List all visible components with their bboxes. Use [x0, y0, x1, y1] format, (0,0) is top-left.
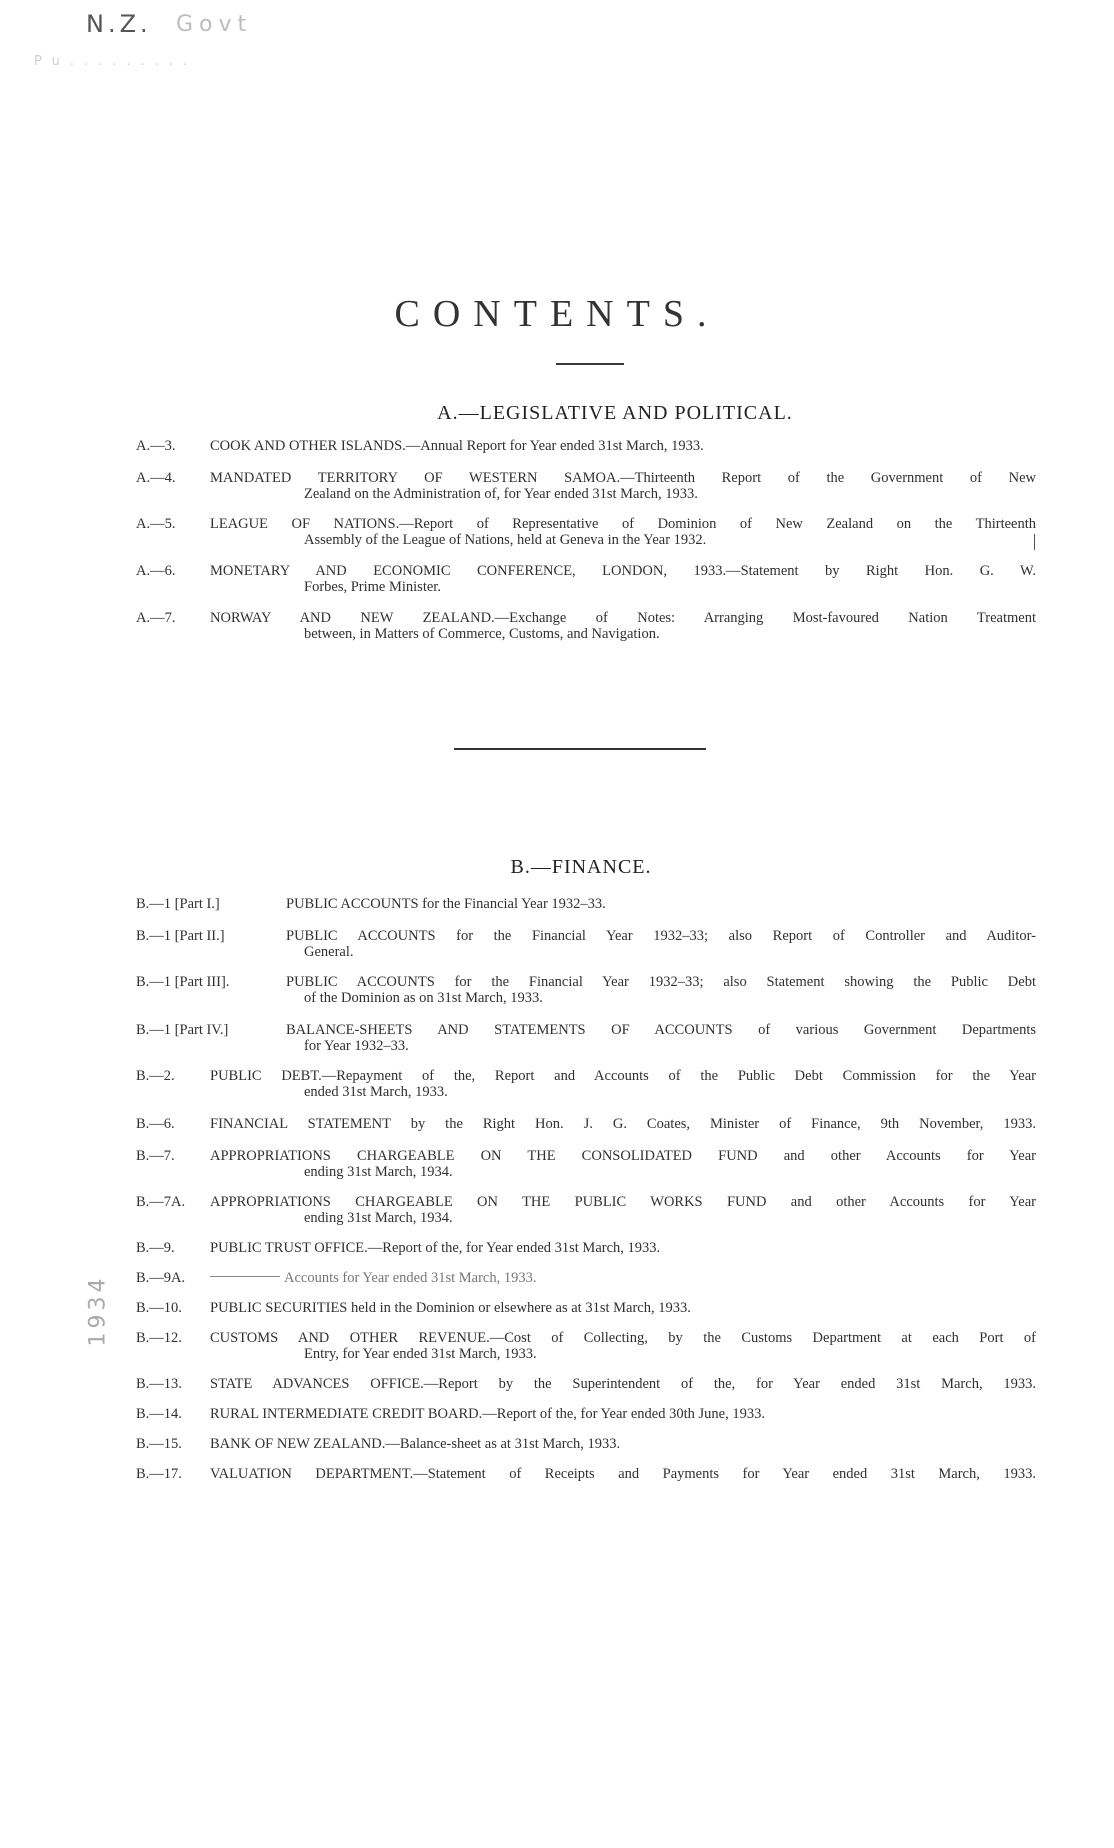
entry-code: B.—1 [Part III].	[136, 974, 230, 990]
entry-text: STATE ADVANCES OFFICE.—Report by the Superintendent of the, for Year ended 31st March, 1933.	[210, 1376, 1036, 1392]
entry-text: FINANCIAL STATEMENT by the Right Hon. J. G. Coates, Minister of Finance, 9th November, 1933.	[210, 1116, 1036, 1132]
handwritten-note: N.Z.	[86, 10, 152, 38]
list-item	[136, 516, 1036, 548]
entry-code: A.—7.	[136, 610, 176, 626]
list-item	[136, 1116, 1036, 1132]
entry-code: B.—15.	[136, 1436, 182, 1452]
entry-code: A.—3.	[136, 438, 176, 454]
entry-code: B.—7.	[136, 1148, 175, 1164]
list-item	[136, 563, 1036, 595]
list-item	[136, 1376, 1036, 1392]
entry-text: APPROPRIATIONS CHARGEABLE ON THE CONSOLIDATED FUND and other Accounts for Year	[210, 1148, 1036, 1164]
handwritten-note-line: Pu.........	[34, 54, 198, 69]
entry-text: APPROPRIATIONS CHARGEABLE ON THE PUBLIC WORKS FUND and other Accounts for Year	[210, 1194, 1036, 1210]
entry-code: A.—6.	[136, 563, 176, 579]
handwritten-note-faint: Govt	[176, 12, 253, 37]
entry-code: B.—1 [Part II.]	[136, 928, 225, 944]
entry-text: RURAL INTERMEDIATE CREDIT BOARD.—Report of the, for Year ended 30th June, 1933.	[210, 1406, 765, 1422]
entry-text: PUBLIC TRUST OFFICE.—Report of the, for Year ended 31st March, 1933.	[210, 1240, 661, 1256]
list-item	[136, 1148, 1036, 1180]
entry-code: A.—5.	[136, 516, 176, 532]
entry-text: PUBLIC ACCOUNTS for the Financial Year 1932–33; also Report of Controller and Auditor-	[286, 928, 1036, 944]
entry-text-continued: ending 31st March, 1934.	[304, 1210, 453, 1226]
margin-stamp: 1934	[85, 1274, 111, 1347]
entry-text-continued: Forbes, Prime Minister.	[304, 579, 441, 595]
list-item	[136, 1068, 1036, 1100]
entry-text-continued: General.	[304, 944, 354, 960]
entry-text-continued: ending 31st March, 1934.	[304, 1164, 453, 1180]
list-item	[136, 1270, 1036, 1286]
entry-text: PUBLIC SECURITIES held in the Dominion or elsewhere as at 31st March, 1933.	[210, 1300, 691, 1316]
entry-code: B.—2.	[136, 1068, 175, 1084]
entry-text: BANK OF NEW ZEALAND.—Balance-sheet as at 31st March, 1933.	[210, 1436, 621, 1452]
entry-code: B.—1 [Part I.]	[136, 896, 220, 912]
entry-text: PUBLIC ACCOUNTS for the Financial Year 1932–33.	[286, 896, 606, 912]
entry-code: B.—17.	[136, 1466, 182, 1482]
entry-code: B.—13.	[136, 1376, 182, 1392]
entry-text-continued: Assembly of the League of Nations, held at Geneva in the Year 1932.	[304, 532, 707, 548]
entry-code: B.—9.	[136, 1240, 175, 1256]
entry-text-continued: Zealand on the Administration of, for Year ended 31st March, 1933.	[304, 486, 698, 502]
list-item	[136, 1330, 1036, 1362]
ditto-rule	[210, 1276, 280, 1277]
entry-text-continued: Entry, for Year ended 31st March, 1933.	[304, 1346, 537, 1362]
list-item	[136, 1466, 1036, 1482]
section-heading-finance: B.—FINANCE.	[510, 856, 652, 878]
entry-code: B.—1 [Part IV.]	[136, 1022, 229, 1038]
list-item	[136, 1300, 1036, 1316]
entry-text: LEAGUE OF NATIONS.—Report of Representative of Dominion of New Zealand on the Thirteenth	[210, 516, 1036, 532]
entry-text: MANDATED TERRITORY OF WESTERN SAMOA.—Thirteenth Report of the Government of New	[210, 470, 1036, 486]
entry-code: B.—6.	[136, 1116, 175, 1132]
list-item	[136, 1240, 1036, 1256]
entry-text: MONETARY AND ECONOMIC CONFERENCE, LONDON, 1933.—Statement by Right Hon. G. W.	[210, 563, 1036, 579]
entry-text-continued: ended 31st March, 1933.	[304, 1084, 448, 1100]
entry-code: B.—14.	[136, 1406, 182, 1422]
entry-text-continued: between, in Matters of Commerce, Customs, and Navigation.	[304, 626, 660, 642]
entry-text: BALANCE-SHEETS AND STATEMENTS OF ACCOUNTS of various Government Departments	[286, 1022, 1036, 1038]
entry-text: Accounts for Year ended 31st March, 1933.	[284, 1270, 537, 1286]
entry-code: B.—10.	[136, 1300, 182, 1316]
list-item	[136, 1194, 1036, 1226]
entry-code: B.—12.	[136, 1330, 182, 1346]
entry-text: PUBLIC ACCOUNTS for the Financial Year 1932–33; also Statement showing the Public Debt	[286, 974, 1036, 990]
entry-code: B.—9A.	[136, 1270, 186, 1286]
list-item	[136, 1436, 1036, 1452]
list-item	[136, 928, 1036, 960]
section-heading-legislative: A.—LEGISLATIVE AND POLITICAL.	[437, 402, 793, 424]
list-item	[136, 470, 1036, 502]
margin-rule	[1034, 534, 1035, 550]
section-divider	[454, 748, 706, 750]
list-item	[136, 1406, 1036, 1422]
page-title: CONTENTS.	[394, 293, 720, 335]
list-item	[136, 438, 1036, 454]
entry-text-continued: for Year 1932–33.	[304, 1038, 409, 1054]
list-item	[136, 896, 1036, 912]
entry-text: VALUATION DEPARTMENT.—Statement of Receipts and Payments for Year ended 31st March, 1933.	[210, 1466, 1036, 1482]
title-divider	[556, 363, 624, 365]
list-item	[136, 974, 1036, 1006]
entry-text: CUSTOMS AND OTHER REVENUE.—Cost of Collecting, by the Customs Department at each Port of	[210, 1330, 1036, 1346]
entry-text: PUBLIC DEBT.—Repayment of the, Report and Accounts of the Public Debt Commission for the Year	[210, 1068, 1036, 1084]
list-item	[136, 610, 1036, 642]
list-item	[136, 1022, 1036, 1054]
entry-code: A.—4.	[136, 470, 176, 486]
entry-text: NORWAY AND NEW ZEALAND.—Exchange of Notes: Arranging Most-favoured Nation Treatment	[210, 610, 1036, 626]
entry-text: COOK AND OTHER ISLANDS.—Annual Report for Year ended 31st March, 1933.	[210, 438, 704, 454]
entry-text-continued: of the Dominion as on 31st March, 1933.	[304, 990, 543, 1006]
entry-code: B.—7A.	[136, 1194, 186, 1210]
